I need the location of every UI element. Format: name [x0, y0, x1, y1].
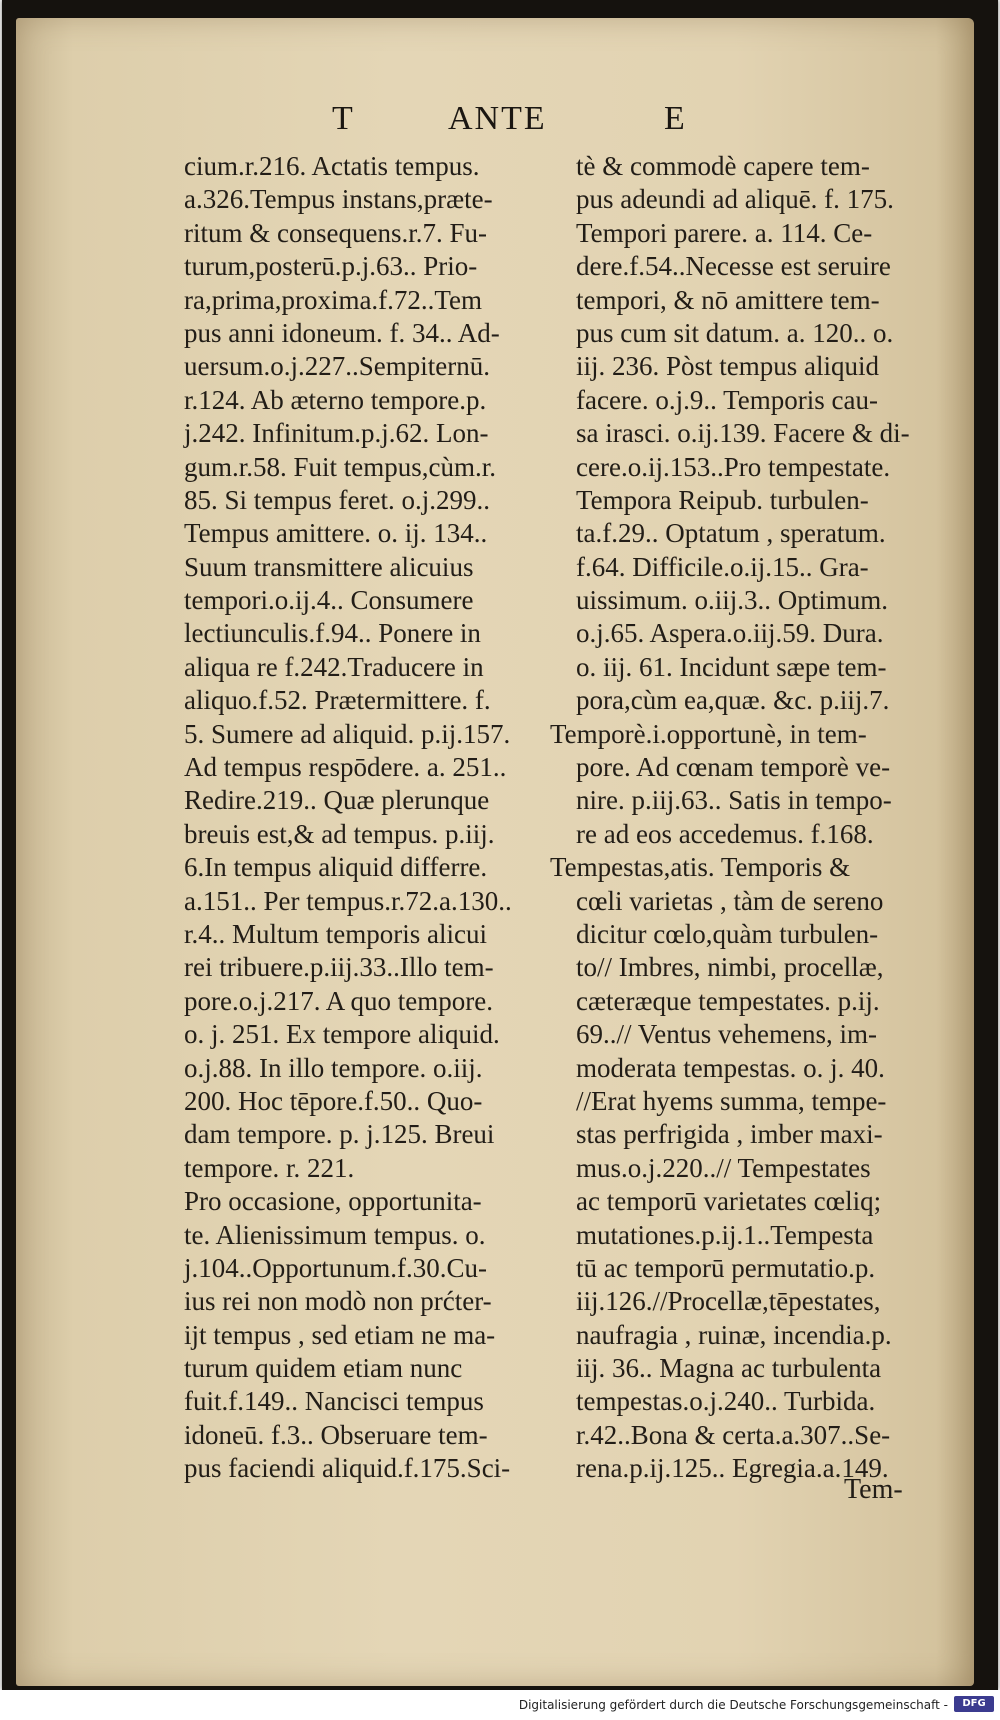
text-line: r.42..Bona & certa.a.307..Se-: [576, 1419, 891, 1450]
text-line: pus cum sit datum. a. 120.. o.: [576, 317, 894, 348]
text-line: cium.r.216. Actatis tempus.: [184, 151, 480, 181]
text-line: r.4.. Multum temporis alicui: [184, 918, 487, 949]
text-line: pore. Ad cœnam temporè ve-: [576, 752, 891, 783]
text-line: dam tempore. p. j.125. Breui: [184, 1119, 495, 1150]
text-line: turum quidem etiam nunc: [184, 1353, 463, 1384]
book-page: [16, 18, 974, 1686]
text-line: pora,cùm ea,quæ. &c. p.iij.7.: [576, 685, 890, 716]
text-line: lectiunculis.f.94.. Ponere in: [184, 618, 481, 649]
text-line: 5. Sumere ad aliquid. p.ij.157.: [184, 718, 511, 749]
text-line: dicitur cœlo,quàm turbulen-: [576, 918, 879, 949]
right-column: [550, 150, 976, 1486]
text-line: o.j.88. In illo tempore. o.iij.: [184, 1052, 483, 1083]
text-line: 69..// Ventus vehemens, im-: [576, 1019, 877, 1050]
text-line: cere.o.ij.153..Pro tempestate.: [576, 451, 891, 482]
text-line: Tempora Reipub. turbulen-: [576, 484, 869, 515]
running-head-center: ANTE: [448, 100, 547, 137]
text-line: aliqua re f.242.Traducere in: [184, 651, 484, 682]
text-line: turum,posterū.p.j.63.. Prio-: [184, 251, 478, 282]
running-head: [16, 100, 974, 146]
text-line: mus.o.j.220..// Tempestates: [576, 1152, 871, 1183]
text-line: Pro occasione, opportunita-: [184, 1186, 482, 1217]
text-line: tempestas.o.j.240.. Turbida.: [576, 1386, 876, 1417]
text-line: dere.f.54..Necesse est seruire: [576, 251, 891, 282]
text-line: 6.In tempus aliquid differre.: [184, 852, 488, 883]
text-line: a.326.Tempus instans,præte-: [184, 184, 493, 215]
text-line: ijt tempus , sed etiam ne ma-: [184, 1319, 496, 1350]
text-line: pus adeundi ad aliquē. f. 175.: [576, 184, 894, 215]
text-line: uersum.o.j.227..Sempiternū.: [184, 351, 490, 382]
text-line: iij. 36.. Magna ac turbulenta: [576, 1353, 882, 1384]
text-line: iij.126.//Procellæ,tēpestates,: [576, 1286, 881, 1317]
text-line: moderata tempestas. o. j. 40.: [576, 1052, 885, 1083]
text-line: pus anni idoneum. f. 34.. Ad-: [184, 317, 500, 348]
text-line: ac temporū varietates cœliq;: [576, 1186, 882, 1217]
text-line: naufragia , ruinæ, incendia.p.: [576, 1319, 892, 1350]
text-line: stas perfrigida , imber maxi-: [576, 1119, 883, 1150]
text-line: rena.p.ij.125.. Egregia.a.149.: [576, 1453, 889, 1484]
text-line: breuis est,& ad tempus. p.iij.: [184, 818, 495, 849]
text-line: Tempori parere. a. 114. Ce-: [576, 217, 873, 248]
text-line: o. j. 251. Ex tempore aliquid.: [184, 1019, 500, 1050]
text-line: tū ac temporū permutatio.p.: [576, 1252, 876, 1283]
text-line: 85. Si tempus feret. o.j.299..: [184, 484, 490, 515]
text-line: 200. Hoc tēpore.f.50.. Quo-: [184, 1085, 483, 1116]
text-line: pore.o.j.217. A quo tempore.: [184, 985, 493, 1016]
text-line: tempori.o.ij.4.. Consumere: [184, 585, 474, 616]
text-line: fuit.f.149.. Nancisci tempus: [184, 1386, 484, 1417]
text-line: ritum & consequens.r.7. Fu-: [184, 217, 487, 248]
page-scan: [2, 0, 998, 1690]
text-line: gum.r.58. Fuit tempus,cùm.r.: [184, 451, 497, 482]
text-line: nire. p.iij.63.. Satis in tempo-: [576, 785, 892, 816]
text-line: te. Alienissimum tempus. o.: [184, 1219, 486, 1250]
text-line: j.104..Opportunum.f.30.Cu-: [184, 1252, 487, 1283]
text-line: mutationes.p.ij.1..Tempesta: [576, 1219, 874, 1250]
running-head-right: E: [664, 100, 687, 137]
footer-bar: [0, 1690, 1000, 1720]
text-line: rei tribuere.p.iij.33..Illo tem-: [184, 952, 494, 983]
text-line: pus faciendi aliquid.f.175.Sci-: [184, 1453, 511, 1484]
text-line: Suum transmittere alicuius: [184, 551, 474, 582]
digitization-credit: Digitalisierung gefördert durch die Deutsche Forschungsgemeinschaft -: [518, 1698, 948, 1712]
text-line: cœli varietas , tàm de sereno: [576, 885, 884, 916]
text-line: Temporè.i.opportunè, in tem-: [550, 718, 867, 749]
text-line: ius rei non modò non prćter-: [184, 1286, 492, 1317]
text-line: idoneū. f.3.. Obseruare tem-: [184, 1419, 488, 1450]
text-line: iij. 236. Pòst tempus aliquid: [576, 351, 880, 382]
running-head-left: T: [332, 100, 355, 137]
text-line: tempore. r. 221.: [184, 1152, 355, 1183]
text-line: Tempestas,atis. Temporis &: [550, 852, 851, 883]
catchword: Tem-: [844, 1474, 903, 1505]
text-line: tè & commodè capere tem-: [576, 151, 870, 181]
text-line: tempori, & nō amittere tem-: [576, 284, 880, 315]
text-line: f.64. Difficile.o.ij.15.. Gra-: [576, 551, 869, 582]
text-line: r.124. Ab æterno tempore.p.: [184, 384, 487, 415]
text-line: o. iij. 61. Incidunt sæpe tem-: [576, 651, 887, 682]
left-column: [184, 150, 584, 1486]
text-line: re ad eos accedemus. f.168.: [576, 818, 874, 849]
text-line: facere. o.j.9.. Temporis cau-: [576, 384, 878, 415]
text-line: cæteræque tempestates. p.ij.: [576, 985, 880, 1016]
text-line: ra,prima,proxima.f.72..Tem: [184, 284, 483, 315]
text-line: //Erat hyems summa, tempe-: [576, 1085, 887, 1116]
text-line: Ad tempus respōdere. a. 251..: [184, 752, 507, 783]
text-line: aliquo.f.52. Prætermittere. f.: [184, 685, 491, 716]
text-line: sa irasci. o.ij.139. Facere & di-: [576, 418, 910, 449]
text-line: to// Imbres, nimbi, procellæ,: [576, 952, 884, 983]
text-line: uissimum. o.iij.3.. Optimum.: [576, 585, 889, 616]
text-line: j.242. Infinitum.p.j.62. Lon-: [184, 418, 489, 449]
dfg-logo-icon[interactable]: DFG: [954, 1696, 994, 1712]
text-line: Tempus amittere. o. ij. 134..: [184, 518, 488, 549]
text-line: ta.f.29.. Optatum , speratum.: [576, 518, 886, 549]
text-line: o.j.65. Aspera.o.iij.59. Dura.: [576, 618, 884, 649]
text-line: a.151.. Per tempus.r.72.a.130..: [184, 885, 512, 916]
text-line: Redire.219.. Quæ plerunque: [184, 785, 490, 816]
